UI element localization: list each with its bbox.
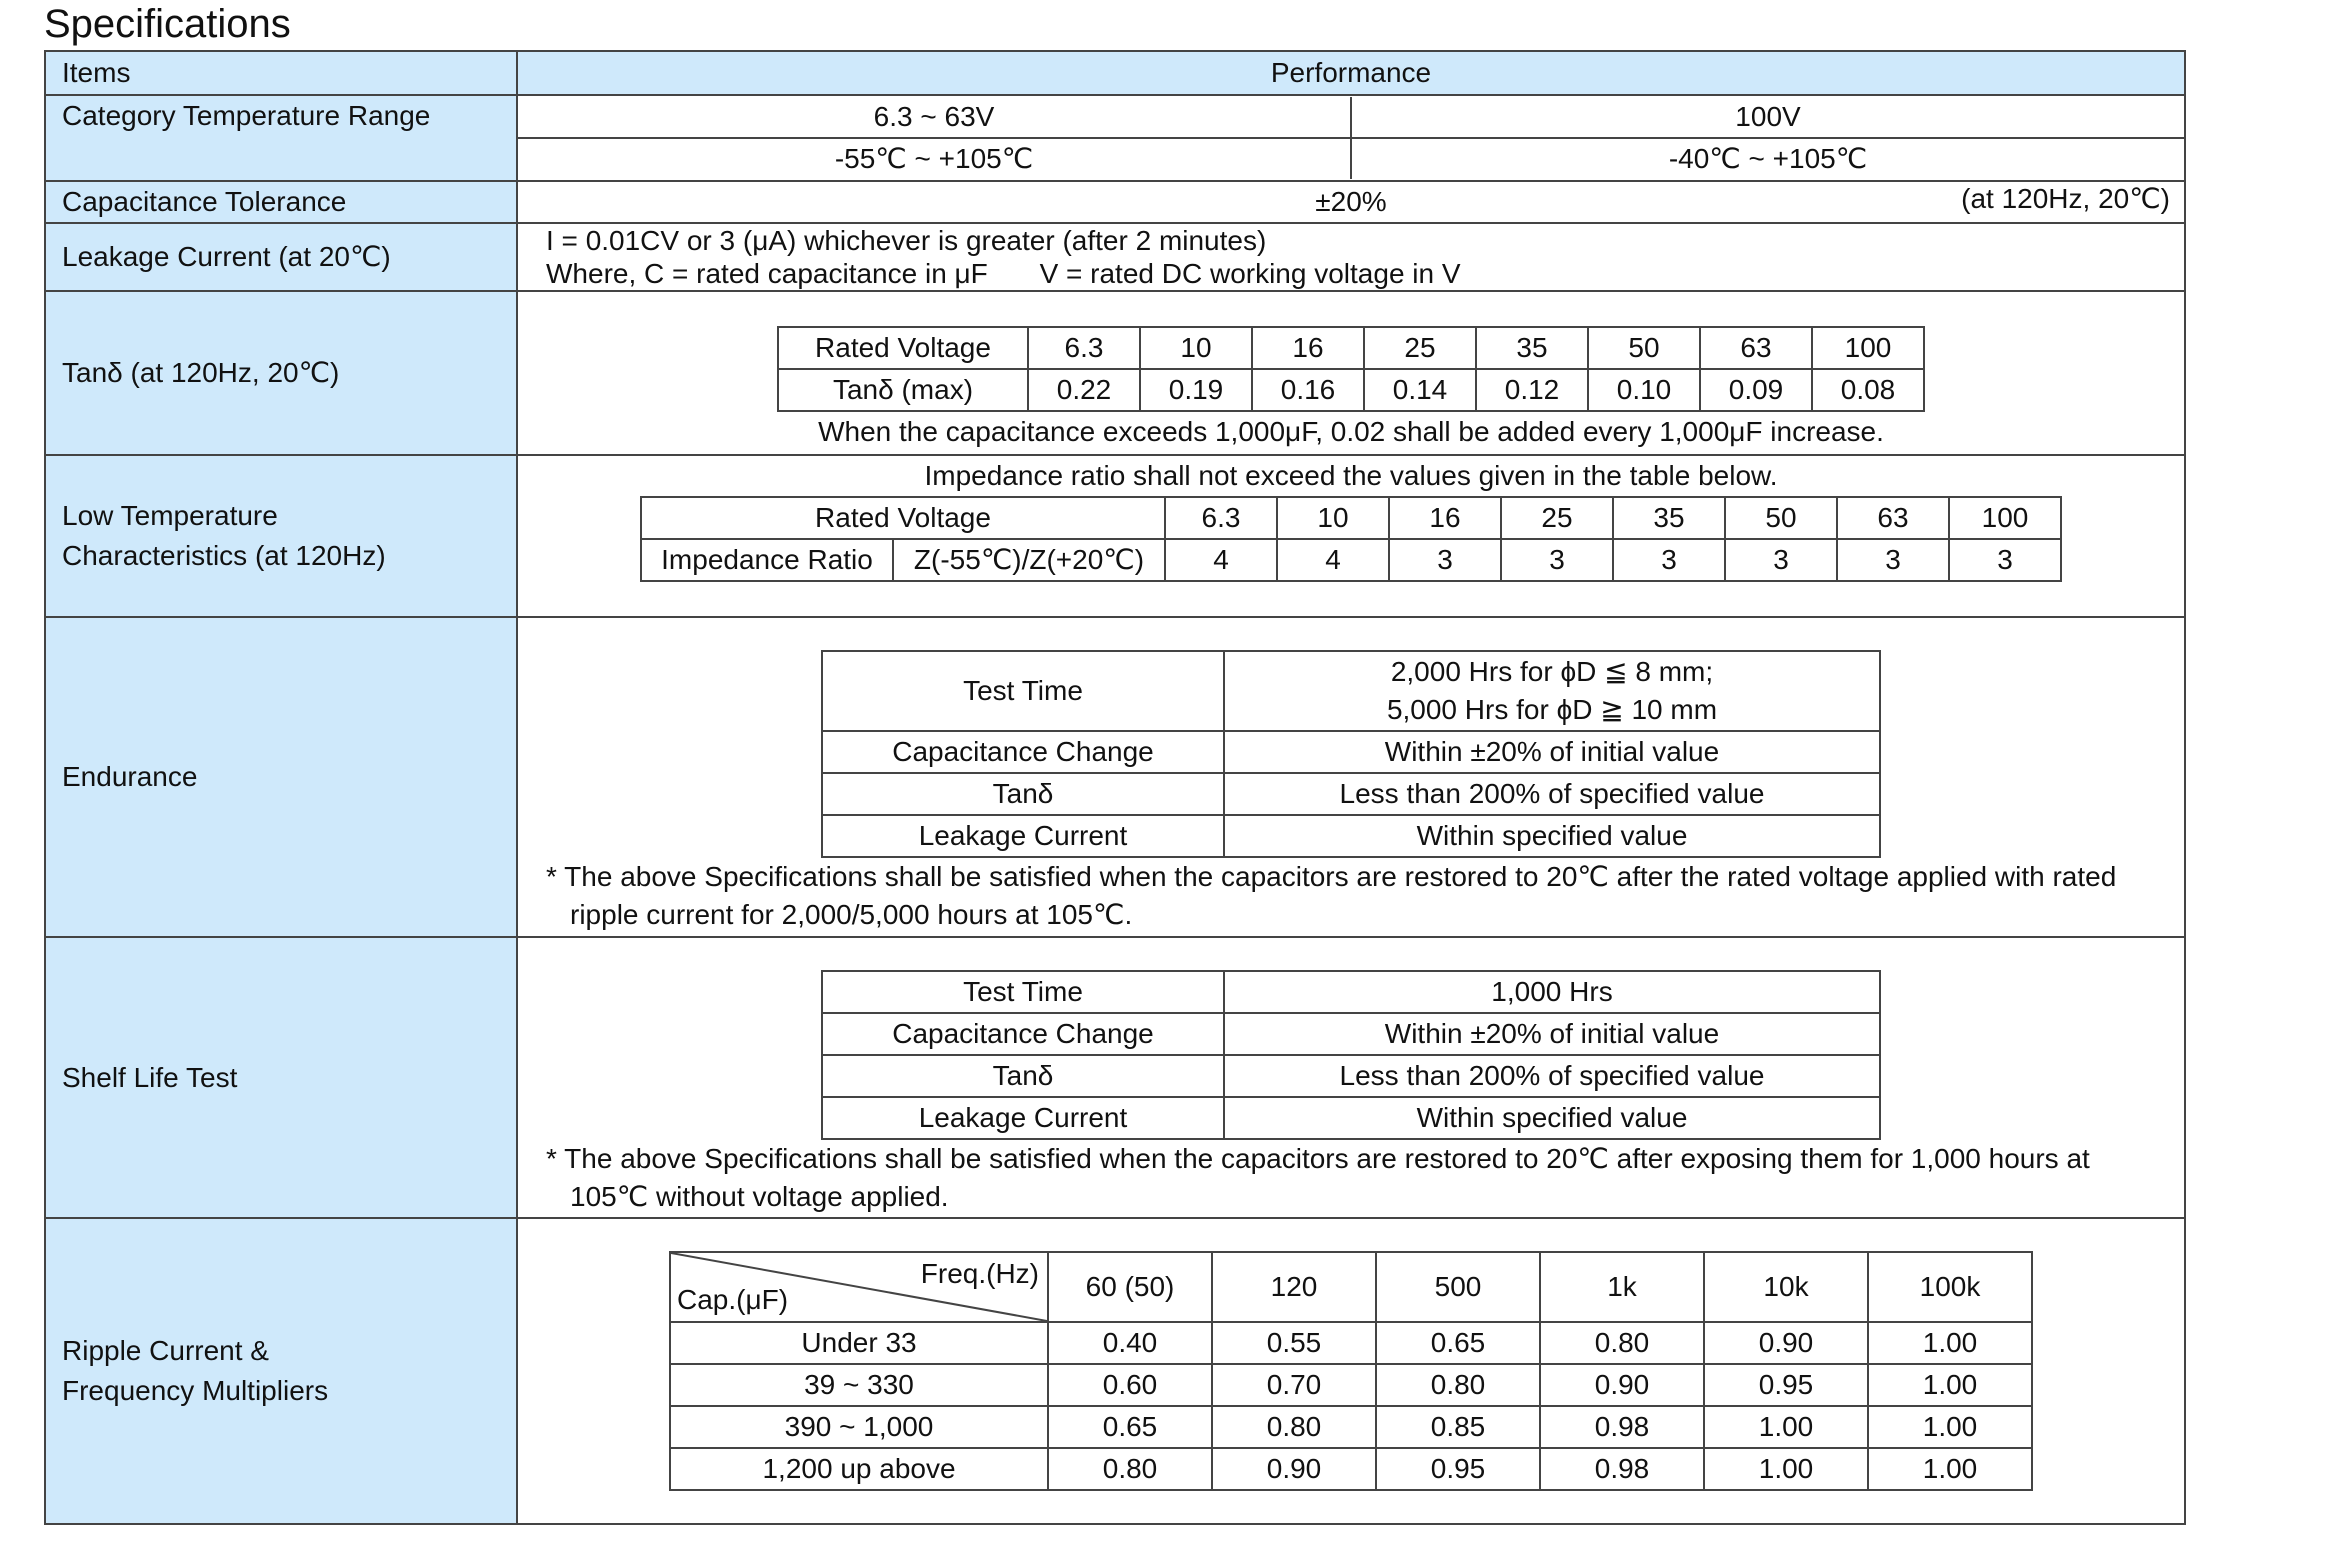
endurance-cap-change-value: Within ±20% of initial value xyxy=(1224,731,1880,773)
endurance-tand-label: Tanδ xyxy=(822,773,1224,815)
impedance-voltage: 50 xyxy=(1725,497,1837,539)
leakage-where-v: V = rated DC working voltage in V xyxy=(1039,258,1461,289)
shelf-note-line2: 105℃ without voltage applied. xyxy=(570,1181,949,1212)
impedance-ratio-value: 3 xyxy=(1389,539,1501,581)
cap-tol-label: Capacitance Tolerance xyxy=(45,181,517,223)
ripple-value-cell xyxy=(517,1218,2185,1524)
shelf-tand-row xyxy=(822,1055,1880,1097)
tand-value-cell xyxy=(517,291,2185,455)
temp-range-low: -55℃ ~ +105℃ xyxy=(834,143,1034,174)
leakage-label: Leakage Current (at 20℃) xyxy=(45,223,517,291)
shelf-note xyxy=(518,1140,2184,1216)
tand-table xyxy=(777,326,1925,412)
ripple-freq-header: 10k xyxy=(1704,1252,1868,1322)
ripple-table xyxy=(669,1251,2033,1491)
cap-tol-row xyxy=(45,181,2185,223)
tand-label: Tanδ (at 120Hz, 20℃) xyxy=(45,291,517,455)
header-row xyxy=(45,51,2185,95)
freq-axis-label: Freq.(Hz) xyxy=(920,1258,1039,1289)
shelf-row xyxy=(45,937,2185,1218)
page-title: Specifications xyxy=(44,2,291,46)
ripple-row xyxy=(45,1218,2185,1524)
tand-row xyxy=(45,291,2185,455)
performance-header: Performance xyxy=(517,51,2185,95)
tand-voltage-row xyxy=(778,327,1924,369)
shelf-cap-change-value: Within ±20% of initial value xyxy=(1224,1013,1880,1055)
tand-max-value: 0.19 xyxy=(1140,369,1252,411)
shelf-note-line1: * The above Specifications shall be satisfied when the capacitors are restored to 20℃ after exposing them for 1,000 hours at xyxy=(546,1143,2090,1174)
category-temp-row xyxy=(45,95,2185,181)
leakage-value-cell xyxy=(517,223,2185,291)
endurance-tand-row xyxy=(822,773,1880,815)
tand-voltage: 16 xyxy=(1252,327,1364,369)
leakage-formula: I = 0.01CV or 3 (μA) whichever is greater (after 2 minutes) xyxy=(546,225,1267,256)
category-voltage-split xyxy=(518,97,2184,137)
category-temp-split xyxy=(518,137,2184,179)
ripple-label-line2: Frequency Multipliers xyxy=(62,1375,329,1406)
impedance-voltage: 35 xyxy=(1613,497,1725,539)
impedance-voltage: 25 xyxy=(1501,497,1613,539)
low-temp-label-line1: Low Temperature xyxy=(62,500,278,531)
impedance-voltage-row xyxy=(641,497,2061,539)
shelf-cap-change-label: Capacitance Change xyxy=(822,1013,1224,1055)
leakage-row xyxy=(45,223,2185,291)
ripple-multiplier: 0.60 xyxy=(1048,1364,1212,1406)
impedance-ratio-value: 4 xyxy=(1277,539,1389,581)
ripple-multiplier: 0.95 xyxy=(1704,1364,1868,1406)
ripple-multiplier: 0.80 xyxy=(1540,1322,1704,1364)
shelf-label: Shelf Life Test xyxy=(45,937,517,1218)
ripple-data-row xyxy=(670,1364,2032,1406)
impedance-table xyxy=(640,496,2062,582)
ripple-data-row xyxy=(670,1322,2032,1364)
ripple-freq-header: 1k xyxy=(1540,1252,1704,1322)
ripple-multiplier: 0.98 xyxy=(1540,1448,1704,1490)
ripple-freq-header: 500 xyxy=(1376,1252,1540,1322)
endurance-test-time-label: Test Time xyxy=(822,651,1224,731)
tand-voltage: 10 xyxy=(1140,327,1252,369)
shelf-leakage-row xyxy=(822,1097,1880,1139)
ripple-data-row xyxy=(670,1448,2032,1490)
ripple-cap-range: 1,200 up above xyxy=(670,1448,1048,1490)
ripple-multiplier: 0.40 xyxy=(1048,1322,1212,1364)
shelf-test-time-label: Test Time xyxy=(822,971,1224,1013)
ripple-freq-header: 100k xyxy=(1868,1252,2032,1322)
ripple-freq-row xyxy=(670,1252,2032,1322)
ripple-multiplier: 0.55 xyxy=(1212,1322,1376,1364)
impedance-ratio-value: 3 xyxy=(1837,539,1949,581)
ripple-corner-cell xyxy=(670,1252,1048,1322)
endurance-label: Endurance xyxy=(45,617,517,937)
low-temp-intro: Impedance ratio shall not exceed the values given in the table below. xyxy=(924,460,1778,491)
impedance-ratio-value: 4 xyxy=(1165,539,1277,581)
ripple-multiplier: 0.65 xyxy=(1048,1406,1212,1448)
ripple-multiplier: 0.95 xyxy=(1376,1448,1540,1490)
ripple-multiplier: 0.90 xyxy=(1704,1322,1868,1364)
temp-range-high: -40℃ ~ +105℃ xyxy=(1350,139,2184,179)
impedance-ratio-value: 3 xyxy=(1949,539,2061,581)
impedance-rated-voltage-label: Rated Voltage xyxy=(641,497,1165,539)
impedance-ratio-label: Impedance Ratio xyxy=(641,539,893,581)
ripple-multiplier: 1.00 xyxy=(1704,1448,1868,1490)
endurance-test-time-row xyxy=(822,651,1880,731)
shelf-leakage-label: Leakage Current xyxy=(822,1097,1224,1139)
impedance-ratio-value: 3 xyxy=(1613,539,1725,581)
impedance-voltage: 16 xyxy=(1389,497,1501,539)
endurance-leakage-row xyxy=(822,815,1880,857)
voltage-range-high: 100V xyxy=(1350,97,2184,137)
items-header: Items xyxy=(45,51,517,95)
tand-voltage: 25 xyxy=(1364,327,1476,369)
tand-max-label: Tanδ (max) xyxy=(778,369,1028,411)
ripple-multiplier: 0.98 xyxy=(1540,1406,1704,1448)
endurance-cap-change-row xyxy=(822,731,1880,773)
endurance-leakage-label: Leakage Current xyxy=(822,815,1224,857)
endurance-test-time-value xyxy=(1224,651,1880,731)
impedance-ratio-value: 3 xyxy=(1725,539,1837,581)
ripple-freq-header: 60 (50) xyxy=(1048,1252,1212,1322)
cap-tol-value: ±20% xyxy=(1315,186,1387,217)
shelf-cap-change-row xyxy=(822,1013,1880,1055)
ripple-label xyxy=(45,1218,517,1524)
low-temp-value-cell xyxy=(517,455,2185,617)
shelf-value-cell xyxy=(517,937,2185,1218)
shelf-table xyxy=(821,970,1881,1140)
ripple-data-row xyxy=(670,1406,2032,1448)
tand-max-row xyxy=(778,369,1924,411)
category-temp-label: Category Temperature Range xyxy=(45,95,517,181)
tand-note: When the capacitance exceeds 1,000μF, 0.02 shall be added every 1,000μF increase. xyxy=(818,416,1884,447)
shelf-test-time-row xyxy=(822,971,1880,1013)
ripple-multiplier: 0.65 xyxy=(1376,1322,1540,1364)
ripple-multiplier: 1.00 xyxy=(1868,1448,2032,1490)
voltage-range-low: 6.3 ~ 63V xyxy=(873,101,995,132)
ripple-multiplier: 0.80 xyxy=(1212,1406,1376,1448)
endurance-row xyxy=(45,617,2185,937)
endurance-note-line1: * The above Specifications shall be satisfied when the capacitors are restored to 20℃ after the rated voltage applied with rated xyxy=(546,861,2117,892)
impedance-voltage: 63 xyxy=(1837,497,1949,539)
low-temp-label xyxy=(45,455,517,617)
ripple-multiplier: 1.00 xyxy=(1868,1364,2032,1406)
endurance-leakage-value: Within specified value xyxy=(1224,815,1880,857)
impedance-voltage: 6.3 xyxy=(1165,497,1277,539)
endurance-note xyxy=(518,858,2184,934)
impedance-voltage: 10 xyxy=(1277,497,1389,539)
ripple-multiplier: 0.80 xyxy=(1376,1364,1540,1406)
endurance-cap-change-label: Capacitance Change xyxy=(822,731,1224,773)
ripple-multiplier: 1.00 xyxy=(1868,1322,2032,1364)
tand-max-value: 0.12 xyxy=(1476,369,1588,411)
tand-max-value: 0.10 xyxy=(1588,369,1700,411)
tand-max-value: 0.09 xyxy=(1700,369,1812,411)
tand-voltage: 50 xyxy=(1588,327,1700,369)
tand-max-value: 0.08 xyxy=(1812,369,1924,411)
endurance-tand-value: Less than 200% of specified value xyxy=(1224,773,1880,815)
endurance-test-time-small: 2,000 Hrs for ϕD ≦ 8 mm; xyxy=(1390,656,1714,687)
ripple-multiplier: 1.00 xyxy=(1704,1406,1868,1448)
tand-voltage: 63 xyxy=(1700,327,1812,369)
cap-tol-condition: (at 120Hz, 20℃) xyxy=(1961,183,2170,214)
impedance-ratio-expr: Z(-55℃)/Z(+20℃) xyxy=(893,539,1165,581)
tand-max-value: 0.14 xyxy=(1364,369,1476,411)
tand-voltage: 35 xyxy=(1476,327,1588,369)
ripple-multiplier: 0.80 xyxy=(1048,1448,1212,1490)
ripple-multiplier: 1.00 xyxy=(1868,1406,2032,1448)
ripple-cap-range: 390 ~ 1,000 xyxy=(670,1406,1048,1448)
low-temp-row xyxy=(45,455,2185,617)
shelf-tand-label: Tanδ xyxy=(822,1055,1224,1097)
tand-max-value: 0.22 xyxy=(1028,369,1140,411)
endurance-test-time-large: 5,000 Hrs for ϕD ≧ 10 mm xyxy=(1386,694,1718,725)
category-temp-value xyxy=(517,95,2185,181)
shelf-test-time-value: 1,000 Hrs xyxy=(1224,971,1880,1013)
tand-voltage: 6.3 xyxy=(1028,327,1140,369)
low-temp-label-line2: Characteristics (at 120Hz) xyxy=(62,540,386,571)
ripple-label-line1: Ripple Current & xyxy=(62,1335,269,1366)
ripple-cap-range: Under 33 xyxy=(670,1322,1048,1364)
cap-tol-value-cell xyxy=(517,181,2185,223)
ripple-multiplier: 0.90 xyxy=(1540,1364,1704,1406)
ripple-multiplier: 0.90 xyxy=(1212,1448,1376,1490)
leakage-where xyxy=(546,257,2156,290)
impedance-ratio-row xyxy=(641,539,2061,581)
shelf-leakage-value: Within specified value xyxy=(1224,1097,1880,1139)
tand-voltage: 100 xyxy=(1812,327,1924,369)
ripple-cap-range: 39 ~ 330 xyxy=(670,1364,1048,1406)
impedance-ratio-value: 3 xyxy=(1501,539,1613,581)
impedance-voltage: 100 xyxy=(1949,497,2061,539)
leakage-where-c: Where, C = rated capacitance in μF xyxy=(546,258,988,289)
ripple-freq-header: 120 xyxy=(1212,1252,1376,1322)
tand-rated-voltage-label: Rated Voltage xyxy=(778,327,1028,369)
tand-max-value: 0.16 xyxy=(1252,369,1364,411)
endurance-table xyxy=(821,650,1881,858)
endurance-note-line2: ripple current for 2,000/5,000 hours at 105℃. xyxy=(570,899,1133,930)
ripple-multiplier: 0.70 xyxy=(1212,1364,1376,1406)
endurance-value-cell xyxy=(517,617,2185,937)
cap-axis-label: Cap.(μF) xyxy=(677,1284,789,1315)
shelf-tand-value: Less than 200% of specified value xyxy=(1224,1055,1880,1097)
ripple-multiplier: 0.85 xyxy=(1376,1406,1540,1448)
spec-table xyxy=(44,50,2186,1525)
